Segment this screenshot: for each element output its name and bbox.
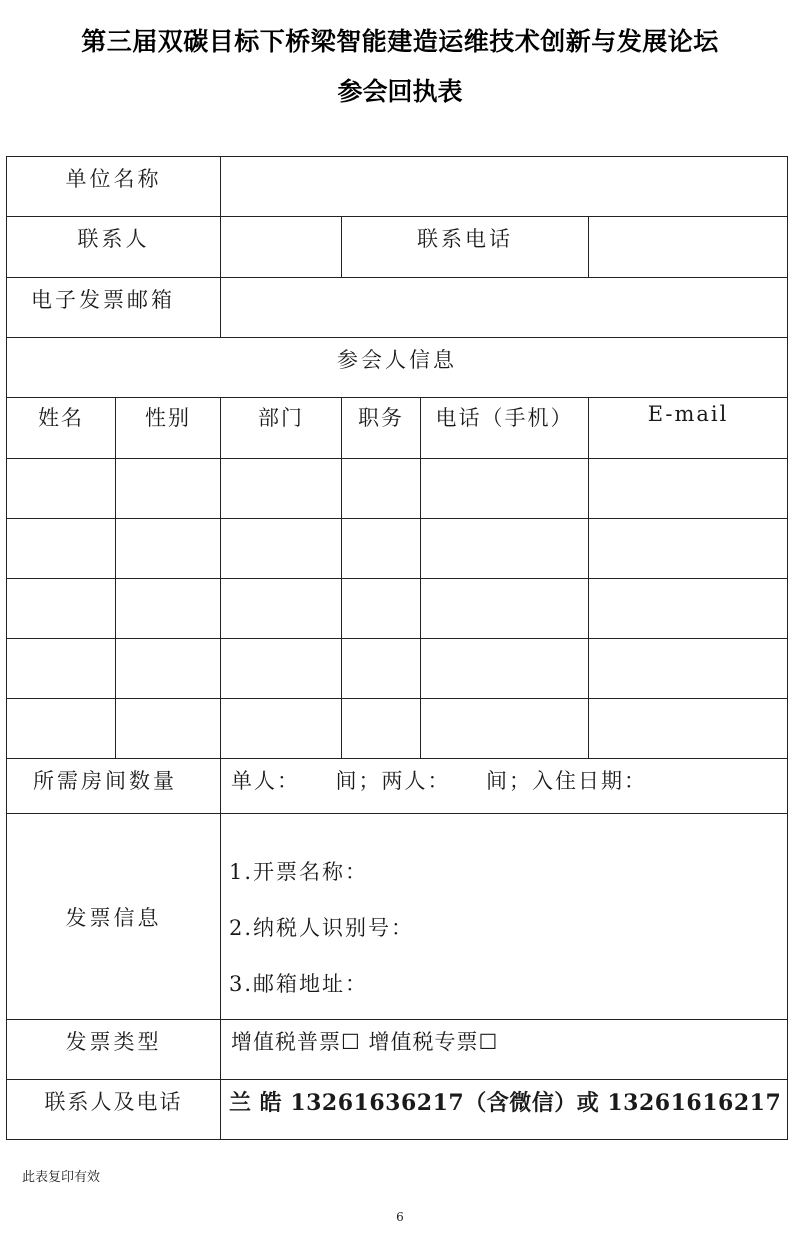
attendee-email-cell[interactable] — [589, 639, 788, 699]
invoice-email-row — [7, 278, 788, 338]
attendee-department-cell[interactable] — [221, 699, 342, 759]
attendee-header-row — [7, 398, 788, 459]
table-row — [7, 579, 788, 639]
copy-valid-note: 此表复印有效 — [22, 1170, 101, 1185]
invoice-info-label: 发票信息 — [7, 814, 221, 1020]
invoice-info-row — [7, 814, 788, 1020]
form-title: 第三届双碳目标下桥梁智能建造运维技术创新与发展论坛 — [81, 27, 719, 56]
invoice-email-label: 电子发票邮箱 — [7, 278, 221, 338]
attendee-position-cell[interactable] — [342, 579, 421, 639]
attendee-name-cell[interactable] — [7, 519, 116, 579]
contact-row — [7, 217, 788, 278]
invoice-name-line: 1.开票名称： — [229, 860, 369, 884]
col-name-header: 姓名 — [7, 398, 116, 459]
attendee-email-cell[interactable] — [589, 699, 788, 759]
invoice-email-field[interactable] — [221, 278, 788, 338]
attendee-email-cell[interactable] — [589, 519, 788, 579]
col-position-header: 职务 — [342, 398, 421, 459]
attendee-name-cell[interactable] — [7, 459, 116, 519]
attendee-position-cell[interactable] — [342, 519, 421, 579]
page-number: 6 — [396, 1210, 404, 1224]
room-count-label: 所需房间数量 — [7, 759, 221, 814]
attendee-name-cell[interactable] — [7, 699, 116, 759]
col-department-header: 部门 — [221, 398, 342, 459]
organizer-contact-label: 联系人及电话 — [7, 1080, 221, 1140]
attendee-gender-cell[interactable] — [116, 459, 221, 519]
unit-name-label: 单位名称 — [7, 157, 221, 217]
attendee-gender-cell[interactable] — [116, 519, 221, 579]
invoice-type-row — [7, 1020, 788, 1080]
attendee-email-cell[interactable] — [589, 459, 788, 519]
contact-phone-field[interactable] — [589, 217, 788, 278]
attendee-department-cell[interactable] — [221, 459, 342, 519]
table-row — [7, 639, 788, 699]
table-row — [7, 519, 788, 579]
attendee-section-row — [7, 338, 788, 398]
table-row — [7, 699, 788, 759]
col-gender-header: 性别 — [116, 398, 221, 459]
organizer-contact-row — [7, 1080, 788, 1140]
form-subtitle: 参会回执表 — [337, 77, 463, 106]
invoice-type-label: 发票类型 — [7, 1020, 221, 1080]
attendee-phone-cell[interactable] — [421, 579, 589, 639]
attendee-gender-cell[interactable] — [116, 699, 221, 759]
taxpayer-id-line: 2.纳税人识别号： — [229, 916, 415, 940]
attendee-section-label: 参会人信息 — [7, 338, 788, 398]
contact-label: 联系人 — [7, 217, 221, 278]
attendee-gender-cell[interactable] — [116, 579, 221, 639]
room-count-field[interactable]: 单人： 间；两人： 间；入住日期： — [221, 759, 788, 814]
table-row — [7, 459, 788, 519]
col-email-header: E-mail — [589, 398, 788, 459]
attendee-position-cell[interactable] — [342, 639, 421, 699]
invoice-info-field[interactable] — [221, 814, 788, 1020]
attendee-name-cell[interactable] — [7, 579, 116, 639]
contact-phone-label: 联系电话 — [342, 217, 589, 278]
attendee-position-cell[interactable] — [342, 459, 421, 519]
attendee-department-cell[interactable] — [221, 579, 342, 639]
room-row — [7, 759, 788, 814]
registration-form — [6, 156, 788, 1140]
contact-field[interactable] — [221, 217, 342, 278]
attendee-department-cell[interactable] — [221, 519, 342, 579]
unit-name-row — [7, 157, 788, 217]
attendee-phone-cell[interactable] — [421, 699, 589, 759]
attendee-position-cell[interactable] — [342, 699, 421, 759]
attendee-phone-cell[interactable] — [421, 639, 589, 699]
attendee-email-cell[interactable] — [589, 579, 788, 639]
organizer-contact-value: 兰 皓 13261636217（含微信）或 13261616217 — [221, 1080, 788, 1140]
invoice-type-options[interactable]: 增值税普票☐ 增值税专票☐ — [221, 1020, 788, 1080]
attendee-gender-cell[interactable] — [116, 639, 221, 699]
attendee-name-cell[interactable] — [7, 639, 116, 699]
attendee-department-cell[interactable] — [221, 639, 342, 699]
attendee-phone-cell[interactable] — [421, 459, 589, 519]
email-address-line: 3.邮箱地址： — [229, 972, 369, 996]
unit-name-field[interactable] — [221, 157, 788, 217]
col-phone-header: 电话（手机） — [421, 398, 589, 459]
attendee-phone-cell[interactable] — [421, 519, 589, 579]
